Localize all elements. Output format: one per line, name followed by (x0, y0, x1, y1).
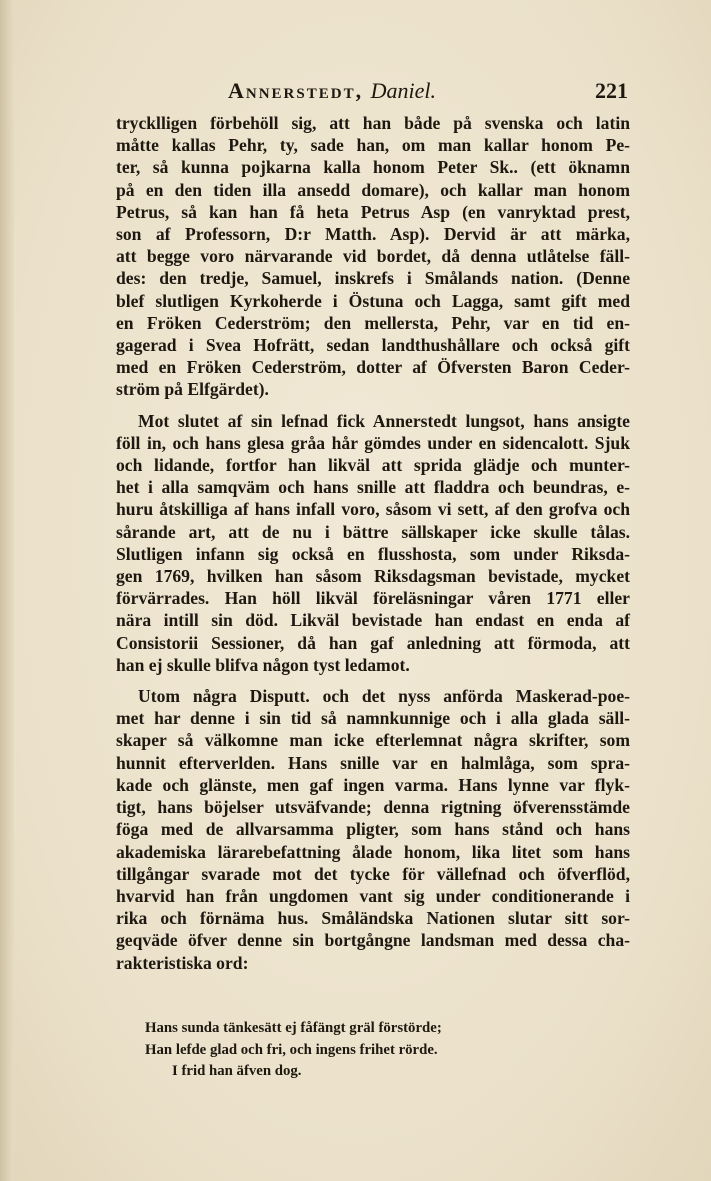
text-line: trycklligen förbehöll sig, att han både på svenska och latin (116, 113, 630, 133)
text-line: gen 1769, hvilken han såsom Riksdagsman bevistade, mycket (116, 566, 630, 587)
verse-quotation (145, 1018, 625, 1083)
text-line: het i alla samqväm och hans snille att fladdra och beundras, e- (116, 477, 630, 498)
page-number: 221 (595, 78, 628, 103)
running-head (228, 78, 436, 104)
paragraph-2 (116, 410, 630, 676)
text-line: huru åtskilliga af hans infall voro, såsom vi sett, af den grofva och (116, 499, 630, 520)
text-line: på en den tiden illa ansedd domare), och kallar man honom (116, 179, 630, 200)
text-line: Consistorii Sessioner, då han gaf anledning att förmoda, att (116, 632, 630, 653)
text-line: att begge voro närvarande vid bordet, då denna utlåtelse fäll- (116, 246, 630, 267)
page-binding-shadow (0, 0, 14, 1181)
text-line: måtte kallas Pehr, ty, sade han, om man kallar honom Pe- (116, 135, 630, 156)
text-line: nära intill sin död. Likväl bevistade han endast en enda af (116, 610, 630, 631)
text-line: blef slutligen Kyrkoherde i Östuna och Lagga, samt gift med (116, 290, 630, 311)
text-line: gagerad i Svea Hofrätt, sedan landthushållare och också gift (116, 335, 630, 356)
text-line: och lidande, fortfor han likväl att sprida glädje och munter- (116, 455, 630, 476)
text-line: föga med de allvarsamma pligter, som hans stånd och hans (116, 819, 630, 840)
running-head-surname: Annerstedt, (228, 78, 364, 103)
paragraph-1 (116, 112, 630, 401)
text-line: Petrus, så kan han få heta Petrus Asp (en vanryktad prest, (116, 201, 630, 222)
text-line: kade och glänste, men gaf ingen varma. Hans lynne var flyk- (116, 774, 630, 795)
text-line: föll in, och hans glesa gråa hår gömdes under en sidencalott. Sjuk (116, 432, 630, 453)
text-line: des: den tredje, Samuel, inskrefs i Smålands nation. (Denne (116, 268, 630, 289)
body-text (116, 112, 630, 974)
paragraph-3 (116, 685, 630, 974)
text-line: hvarvid han från ungdomen vant sig under conditionerande i (116, 885, 630, 906)
text-line: skaper så välkomne man icke efterlemnat några skrifter, som (116, 730, 630, 751)
text-line: geqväde öfver denne sin bortgångne landsman med dessa cha- (116, 930, 630, 951)
text-line: tigt, hans böjelser utsväfvande; denna rigtning öfverensstämde (116, 797, 630, 818)
text-line: son af Professorn, D:r Matth. Asp). Dervid är att märka, (116, 224, 630, 245)
text-line: rakteristiska ord: (116, 952, 249, 973)
running-head-forename: Daniel. (370, 78, 436, 103)
verse-line: I frid han äfven dog. (172, 1063, 302, 1079)
text-line: Slutligen infann sig också en flusshosta, som under Riksda- (116, 543, 630, 564)
verse-line: Han lefde glad och fri, och ingens frihet rörde. (145, 1041, 438, 1058)
text-line: en Fröken Cederström; den mellersta, Pehr, var en tid en- (116, 312, 630, 333)
text-line: rika och förnäma hus. Småländska Nationen slutar sitt sor- (116, 908, 630, 929)
text-line: Mot slutet af sin lefnad fick Annerstedt lungsot, hans ansigte (138, 410, 630, 431)
text-line: förvärrades. Han höll likväl föreläsningar våren 1771 eller (116, 588, 630, 609)
text-line: tillgångar svarade mot det tycke för vällefnad och öfverflöd, (116, 863, 630, 884)
text-line: hunnit efterverlden. Hans snille var en halmlåga, som spra- (116, 752, 630, 773)
verse-line: Hans sunda tänkesätt ej fåfängt gräl förstörde; (145, 1020, 442, 1036)
text-line: han ej skulle blifva någon tyst ledamot. (116, 654, 410, 675)
text-line: met har denne i sin tid så namnkunnige och i alla glada säll- (116, 708, 630, 729)
text-line: med en Fröken Cederström, dotter af Öfversten Baron Ceder- (116, 357, 630, 378)
text-line: Utom några Disputt. och det nyss anförda Maskerad-poe- (138, 686, 630, 707)
text-line: akademiska lärarebefattning ålade honom, lika litet som hans (116, 841, 630, 862)
page-header (228, 78, 628, 106)
text-line: sårande art, att de nu i bättre sällskaper icke skulle tålas. (116, 521, 630, 542)
text-line: ström på Elfgärdet). (116, 379, 269, 400)
text-line: ter, så kunna pojkarna kalla honom Peter Sk.. (ett öknamn (116, 157, 630, 178)
